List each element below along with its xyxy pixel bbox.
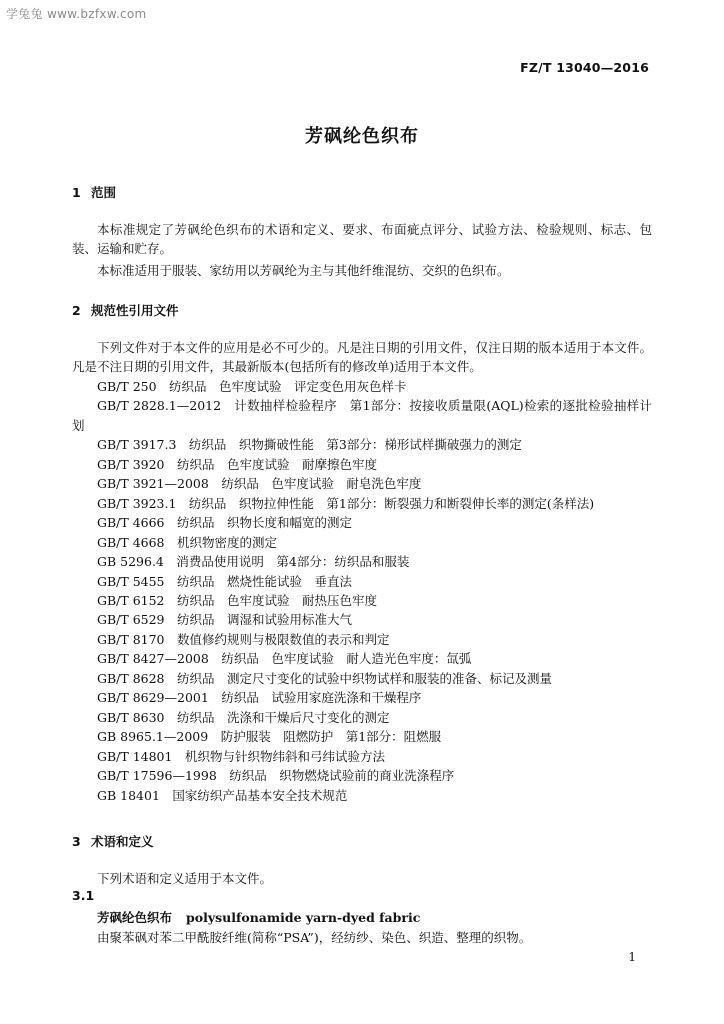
reference-item: GB 5296.4 消费品使用说明 第4部分：纺织品和服装	[97, 554, 410, 570]
section-number: 3	[72, 834, 81, 849]
reference-item: GB/T 8427—2008 纺织品 色牢度试验 耐人造光色牢度：氙弧	[97, 651, 472, 667]
reference-item: GB 18401 国家纺织产品基本安全技术规范	[97, 787, 348, 803]
reference-item: GB/T 6152 纺织品 色牢度试验 耐热压色牢度	[97, 592, 378, 608]
reference-item: GB/T 17596—1998 纺织品 织物燃烧试验前的商业洗涤程序	[97, 768, 455, 784]
term-entry	[97, 908, 420, 926]
term-chinese: 芳砜纶色织布	[97, 910, 173, 925]
section-number: 1	[72, 185, 81, 200]
reference-item: GB/T 8630 纺织品 洗涤和干燥后尺寸变化的测定	[97, 709, 390, 725]
reference-item: GB/T 8170 数值修约规则与极限数值的表示和判定	[97, 631, 390, 647]
standard-code: FZ/T 13040—2016	[520, 60, 649, 75]
clause-number: 3.1	[72, 888, 95, 903]
reference-item: GB 8965.1—2009 防护服装 阻燃防护 第1部分：阻燃服	[97, 729, 442, 745]
reference-item: GB/T 8629—2001 纺织品 试验用家庭洗涤和干燥程序	[97, 690, 422, 706]
reference-item: GB/T 6529 纺织品 调湿和试验用标准大气	[97, 612, 353, 628]
section-title: 术语和定义	[91, 834, 154, 849]
section-3-intro: 下列术语和定义适用于本文件。	[97, 871, 273, 886]
page-number: 1	[628, 950, 636, 964]
section-2-intro: 下列文件对于本文件的应用是必不可少的。凡是注日期的引用文件，仅注日期的版本适用于本文件。凡是不注日期的引用文件，其最新版本(包括所有的修改单)适用于本文件。	[72, 340, 652, 374]
reference-item: GB/T 14801 机织物与针织物纬斜和弓纬试验方法	[97, 748, 385, 764]
section-title: 规范性引用文件	[91, 303, 179, 318]
reference-item: GB/T 2828.1—2012 计数抽样检验程序 第1部分：按接收质量限(AQL)检索的逐批检验抽样计划	[72, 398, 652, 433]
section-title: 范围	[91, 185, 117, 200]
term-definition: 由聚苯砜对苯二甲酰胺纤维(简称“PSA”)，经纺纱、染色、织造、整理的织物。	[97, 930, 532, 945]
term-english: polysulfonamide yarn-dyed fabric	[186, 910, 421, 925]
reference-item: GB/T 4666 纺织品 织物长度和幅宽的测定	[97, 515, 353, 531]
reference-item: GB/T 250 纺织品 色牢度试验 评定变色用灰色样卡	[97, 379, 407, 394]
section-2-heading	[72, 301, 179, 319]
normative-reference-list	[72, 377, 652, 805]
section-1-paragraph-1: 本标准规定了芳砜纶色织布的术语和定义、要求、布面疵点评分、试验方法、检验规则、标志、包装、运输和贮存。	[72, 222, 652, 256]
reference-item: GB/T 3920 纺织品 色牢度试验 耐摩擦色牢度	[97, 456, 378, 472]
section-1-heading	[72, 183, 116, 201]
reference-item: GB/T 4668 机织物密度的测定	[97, 534, 278, 550]
reference-item: GB/T 3921—2008 纺织品 色牢度试验 耐皂洗色牢度	[97, 476, 422, 492]
reference-item: GB/T 3923.1 纺织品 织物拉伸性能 第1部分：断裂强力和断裂伸长率的测定(条样法)	[97, 495, 595, 511]
reference-item: GB/T 3917.3 纺织品 织物撕破性能 第3部分：梯形试样撕破强力的测定	[97, 437, 522, 453]
reference-item: GB/T 8628 纺织品 测定尺寸变化的试验中织物试样和服装的准备、标记及测量	[97, 670, 553, 686]
section-3-heading	[72, 832, 154, 850]
page-title: 芳砜纶色织布	[305, 126, 419, 147]
reference-item: GB/T 5455 纺织品 燃烧性能试验 垂直法	[97, 573, 353, 589]
watermark: 学兔兔 www.bzfxw.com	[6, 7, 147, 21]
section-number: 2	[72, 303, 81, 318]
section-1-paragraph-2: 本标准适用于服装、家纺用以芳砜纶为主与其他纤维混纺、交织的色织布。	[97, 263, 510, 278]
